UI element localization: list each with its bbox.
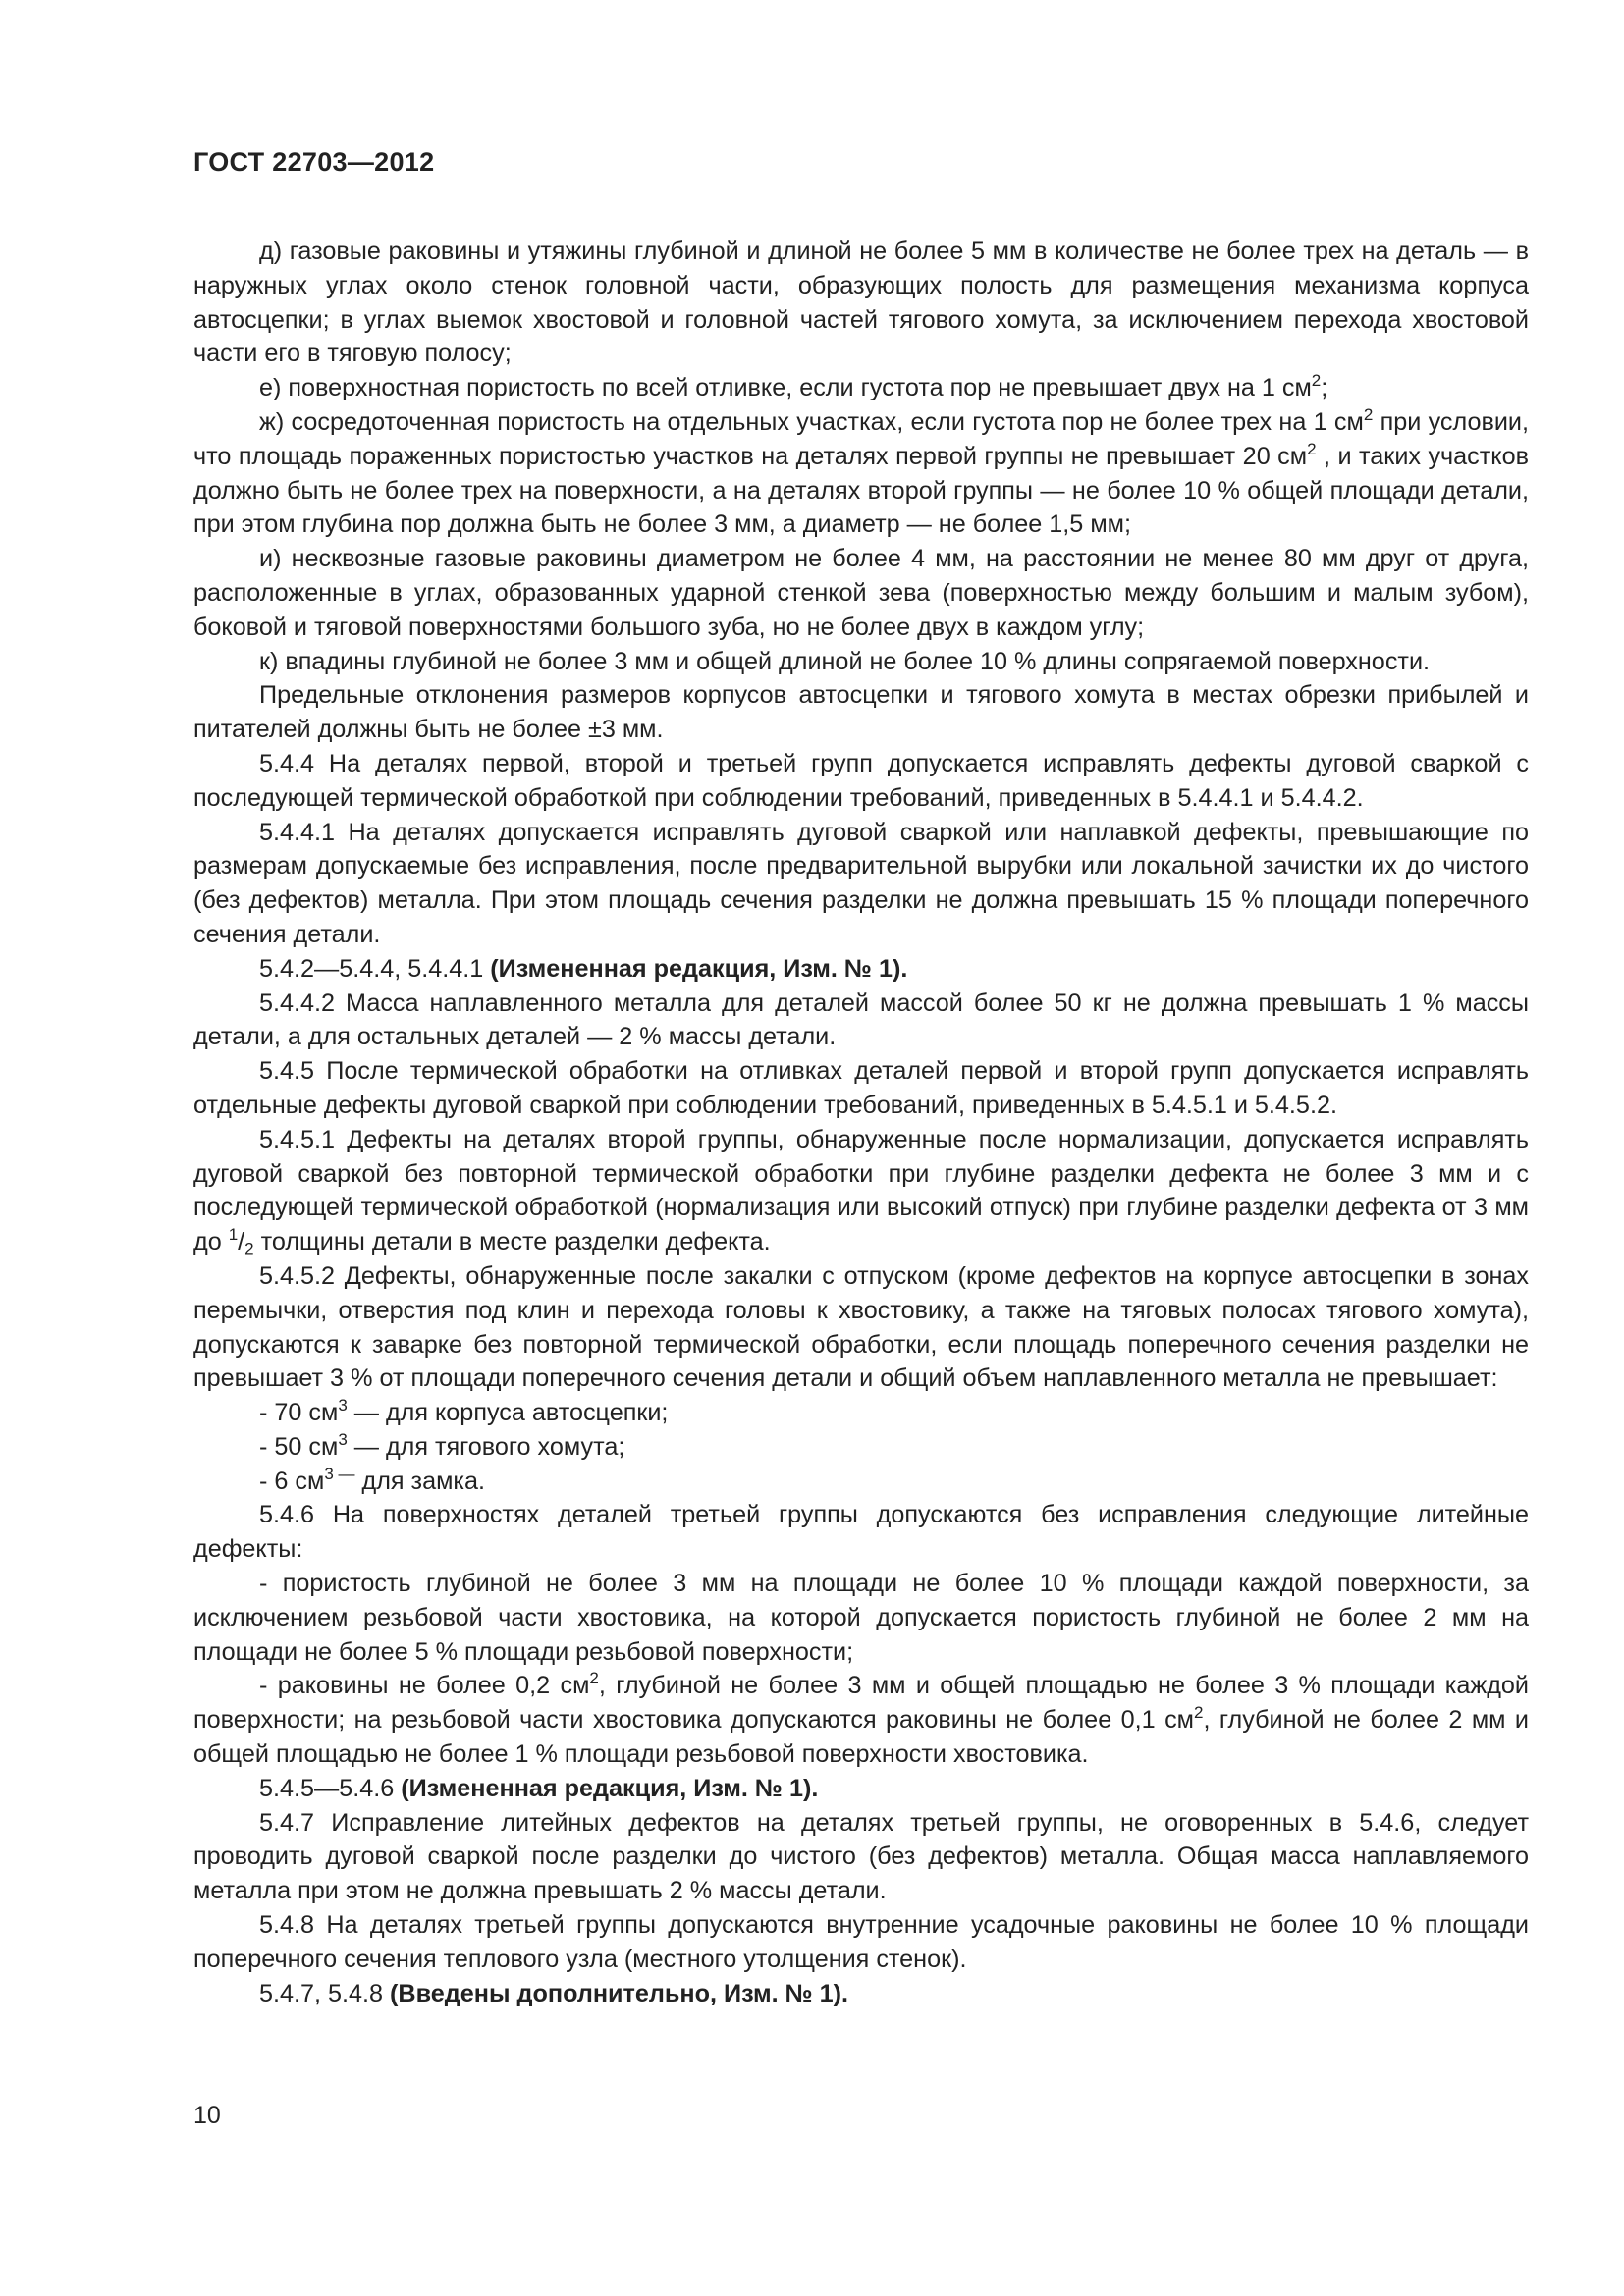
list-item-yoke-text-2: — для тягового хомута; <box>347 1432 625 1461</box>
paragraph-k: к) впадины глубиной не более 3 мм и общей длиной не более 10 % длины сопрягаемой поверхности. <box>259 647 1431 675</box>
paragraph-5-4-5-1-sub: 2 <box>244 1239 254 1258</box>
paragraph-5-4-5-1-text-1: 5.4.5.1 Дефекты на деталях второй группы, обнаруженные после нормализации, допускается исправлять дуговой сваркой без повторной термической обработки при глубине разделки дефекта не более 3 мм и с последующей термической обработкой (нормализация или высокий отпуск) при глубине разделки дефекта от 3 мм до <box>193 1125 1529 1256</box>
paragraph-zh-sup-1: 2 <box>1363 404 1374 424</box>
amendment-note-2-bold: (Измененная редакция, Изм. № 1). <box>401 1774 819 1802</box>
paragraph-5-4-6: 5.4.6 На поверхностях деталей третьей группы допускаются без исправления следующие литейные дефекты: <box>193 1501 1529 1564</box>
list-item-yoke-text-1: - 50 см <box>259 1432 339 1461</box>
paragraph-e-sup-1: 2 <box>1311 371 1322 390</box>
list-item-cavities-text-1: - раковины не более 0,2 см <box>259 1672 590 1700</box>
paragraph-5-4-5: 5.4.5 После термической обработки на отливках деталей первой и второй групп допускается исправлять отдельные дефекты дуговой сваркой при соблюдении требований, приведенных в 5.4.5.1 и 5.4.5.2. <box>193 1057 1529 1119</box>
list-item-lock-text-1: - 6 см <box>259 1467 325 1495</box>
page-number: 10 <box>193 2102 221 2129</box>
list-item-coupler-body-text-2: — для корпуса автосцепки; <box>347 1399 669 1427</box>
amendment-note-3-ref: 5.4.7, 5.4.8 <box>259 1979 391 2007</box>
list-item-cavities-text-3: , глубиной не более 2 мм и общей площадью не более 1 % площади резьбовой поверхности хвостовика. <box>193 1706 1529 1769</box>
paragraph-zh-text-3: , и таких участков должно быть не более трех на поверхности, а на деталях второй группы — не более 10 % общей площади детали, при этом глубина пор должна быть не более 3 мм, а диаметр — не более 1,5 мм; <box>193 442 1529 539</box>
paragraph-5-4-5-1-slash: / <box>238 1228 245 1256</box>
amendment-note-1 <box>193 952 1529 987</box>
list-item-yoke <box>193 1430 1529 1465</box>
list-item-cavities-sup-2: 2 <box>1194 1703 1204 1723</box>
list-item-coupler-body-text-1: - 70 см <box>259 1399 339 1427</box>
list-item-cavities <box>193 1669 1529 1771</box>
paragraph-i: и) несквозные газовые раковины диаметром не более 4 мм, на расстоянии не менее 80 мм друг от друга, расположенные в углах, образованных ударной стенкой зева (поверхностью между большим и малым зубом), боковой и тяговой поверхностями большого зуба, но не более двух в каждом углу; <box>193 545 1529 641</box>
list-item-cavities-text-2: , глубиной не более 3 мм и общей площадью не более 3 % площади каждой поверхности; на резьбовой части хвостовика допускаются раковины не более 0,1 см <box>193 1672 1529 1735</box>
list-item-lock-text-2: для замка. <box>354 1467 485 1495</box>
list-item-yoke-sup: 3 <box>338 1429 348 1449</box>
paragraph-e <box>193 371 1529 405</box>
paragraph-zh-text-1: ж) сосредоточенная пористость на отдельных участках, если густота пор не более трех на 1 см <box>259 407 1364 436</box>
paragraph-e-text-2: ; <box>1321 374 1328 402</box>
paragraph-5-4-4-2: 5.4.4.2 Масса наплавленного металла для деталей массой более 50 кг не должна превышать 1 % массы детали, а для остальных деталей — 2 % массы детали. <box>193 988 1529 1051</box>
list-item-lock <box>193 1465 1529 1499</box>
amendment-note-3 <box>193 1977 1529 2011</box>
paragraph-5-4-5-1-text-2: толщины детали в месте разделки дефекта. <box>253 1228 771 1256</box>
list-item-coupler-body <box>193 1396 1529 1430</box>
amendment-note-2-ref: 5.4.5—5.4.6 <box>259 1774 402 1802</box>
paragraph-5-4-4: 5.4.4 На деталях первой, второй и третьей групп допускается исправлять дефекты дуговой сваркой с последующей термической обработкой при соблюдении требований, приведенных в 5.4.4.1 и 5.4.4.2. <box>193 749 1529 812</box>
paragraph-zh-text-2: при условии, что площадь пораженных пористостью участков на деталях первой группы не превышает 20 см <box>193 407 1530 470</box>
paragraph-zh <box>193 405 1529 542</box>
list-item-porosity: - пористость глубиной не более 3 мм на площади не более 10 % площади каждой поверхности, за исключением резьбовой части хвостовика, на которой допускается пористость глубиной не более 2 мм на площади не более 5 % площади резьбовой поверхности; <box>193 1570 1529 1666</box>
amendment-note-2 <box>193 1772 1529 1806</box>
list-item-coupler-body-sup: 3 <box>338 1395 348 1415</box>
paragraph-5-4-5-1 <box>193 1123 1529 1259</box>
amendment-note-1-ref: 5.4.2—5.4.4, 5.4.4.1 <box>259 954 491 983</box>
list-item-cavities-sup-1: 2 <box>589 1669 599 1688</box>
paragraph-e-text-1: е) поверхностная пористость по всей отливке, если густота пор не превышает двух на 1 см <box>259 374 1312 402</box>
amendment-note-3-bold: (Введены дополнительно, Изм. № 1). <box>390 1979 849 2007</box>
list-item-lock-sup: 3 — <box>324 1464 355 1483</box>
paragraph-5-4-5-2: 5.4.5.2 Дефекты, обнаруженные после закалки с отпуском (кроме дефектов на корпусе автосцепки в зонах перемычки, отверстия под клин и перехода головы к хвостовику, а также на тяговых полосах тягового хомута), допускаются к заварке без повторной термической обработки, если площадь поперечного сечения разделки не превышает 3 % от площади поперечного сечения детали и общий объем наплавленного металла не превышает: <box>193 1261 1529 1393</box>
paragraph-5-4-7: 5.4.7 Исправление литейных дефектов на деталях третьей группы, не оговоренных в 5.4.6, следует проводить дуговой сваркой после разделки до чистого (без дефектов) металла. Общая масса наплавляемого металла при этом не должна превышать 2 % массы детали. <box>193 1808 1529 1905</box>
paragraph-5-4-5-1-sup: 1 <box>228 1224 239 1244</box>
amendment-note-1-bold: (Измененная редакция, Изм. № 1). <box>490 954 908 983</box>
document-header: ГОСТ 22703—2012 <box>193 147 435 177</box>
document-page <box>193 147 1529 2010</box>
paragraph-tolerances: Предельные отклонения размеров корпусов автосцепки и тягового хомута в местах обрезки прибылей и питателей должны быть не более ±3 мм. <box>193 681 1529 744</box>
paragraph-5-4-4-1: 5.4.4.1 На деталях допускается исправлять дуговой сваркой или наплавкой дефекты, превышающие по размерам допускаемые без исправления, после предварительной вырубки или локальной зачистки их до чистого (без дефектов) металла. При этом площадь сечения разделки не должна превышать 15 % площади поперечного сечения детали. <box>193 818 1529 948</box>
document-body <box>193 235 1529 2010</box>
paragraph-zh-sup-2: 2 <box>1307 439 1317 458</box>
paragraph-5-4-8: 5.4.8 На деталях третьей группы допускаются внутренние усадочные раковины не более 10 % площади поперечного сечения теплового узла (местного утолщения стенок). <box>193 1911 1529 1973</box>
paragraph-d: д) газовые раковины и утяжины глубиной и длиной не более 5 мм в количестве не более трех на деталь — в наружных углах около стенок головной части, образующих полость для размещения механизма корпуса автосцепки; в углах выемок хвостовой и головной частей тягового хомута, за исключением перехода хвостовой части его в тяговую полосу; <box>193 238 1529 368</box>
